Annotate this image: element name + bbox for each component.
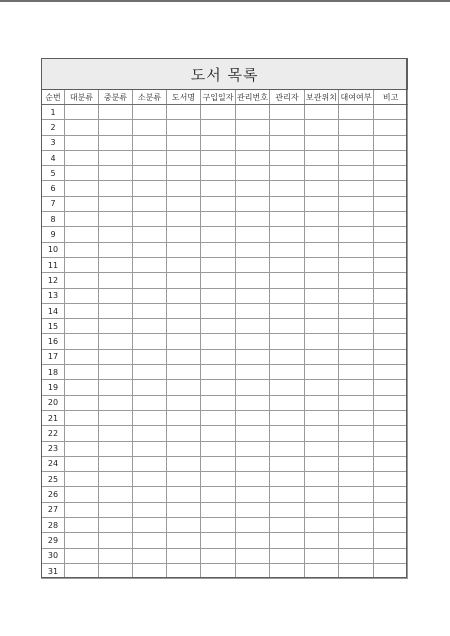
row-number: 6 [42, 181, 65, 196]
row-number: 13 [42, 288, 65, 303]
column-header-storage-location: 보관위치 [305, 90, 339, 105]
column-header-middle-category: 중분류 [99, 90, 133, 105]
table-outer-border [41, 58, 407, 578]
page-top-rule [0, 0, 450, 2]
column-header-remarks: 비고 [374, 90, 408, 105]
row-number: 21 [42, 410, 65, 425]
row-number: 29 [42, 533, 65, 548]
row-number: 17 [42, 349, 65, 364]
row-number: 16 [42, 334, 65, 349]
column-header-manager: 관리자 [270, 90, 305, 105]
row-number: 12 [42, 273, 65, 288]
row-number: 10 [42, 242, 65, 257]
row-number: 19 [42, 380, 65, 395]
row-number: 3 [42, 135, 65, 150]
column-header-minor-category: 소분류 [133, 90, 167, 105]
column-header-purchase-date: 구입일자 [201, 90, 236, 105]
row-number: 30 [42, 548, 65, 563]
row-number: 31 [42, 563, 65, 578]
row-number: 8 [42, 212, 65, 227]
row-number: 14 [42, 303, 65, 318]
column-header-major-category: 대분류 [65, 90, 99, 105]
row-number: 23 [42, 441, 65, 456]
row-number: 20 [42, 395, 65, 410]
column-header-book-title: 도서명 [167, 90, 201, 105]
row-number: 22 [42, 426, 65, 441]
row-number: 11 [42, 257, 65, 272]
column-header-rental-status: 대여여부 [339, 90, 374, 105]
row-number: 1 [42, 105, 65, 120]
row-number: 2 [42, 120, 65, 135]
row-number: 27 [42, 502, 65, 517]
row-number: 7 [42, 196, 65, 211]
row-number: 26 [42, 487, 65, 502]
row-number: 18 [42, 365, 65, 380]
row-number: 25 [42, 472, 65, 487]
row-number: 15 [42, 319, 65, 334]
row-number: 28 [42, 518, 65, 533]
column-header-management-number: 관리번호 [236, 90, 270, 105]
row-number: 9 [42, 227, 65, 242]
row-number: 24 [42, 456, 65, 471]
column-header-seq: 순번 [42, 90, 65, 105]
row-number: 4 [42, 150, 65, 165]
document-title: 도서 목록 [42, 59, 408, 90]
row-number: 5 [42, 166, 65, 181]
